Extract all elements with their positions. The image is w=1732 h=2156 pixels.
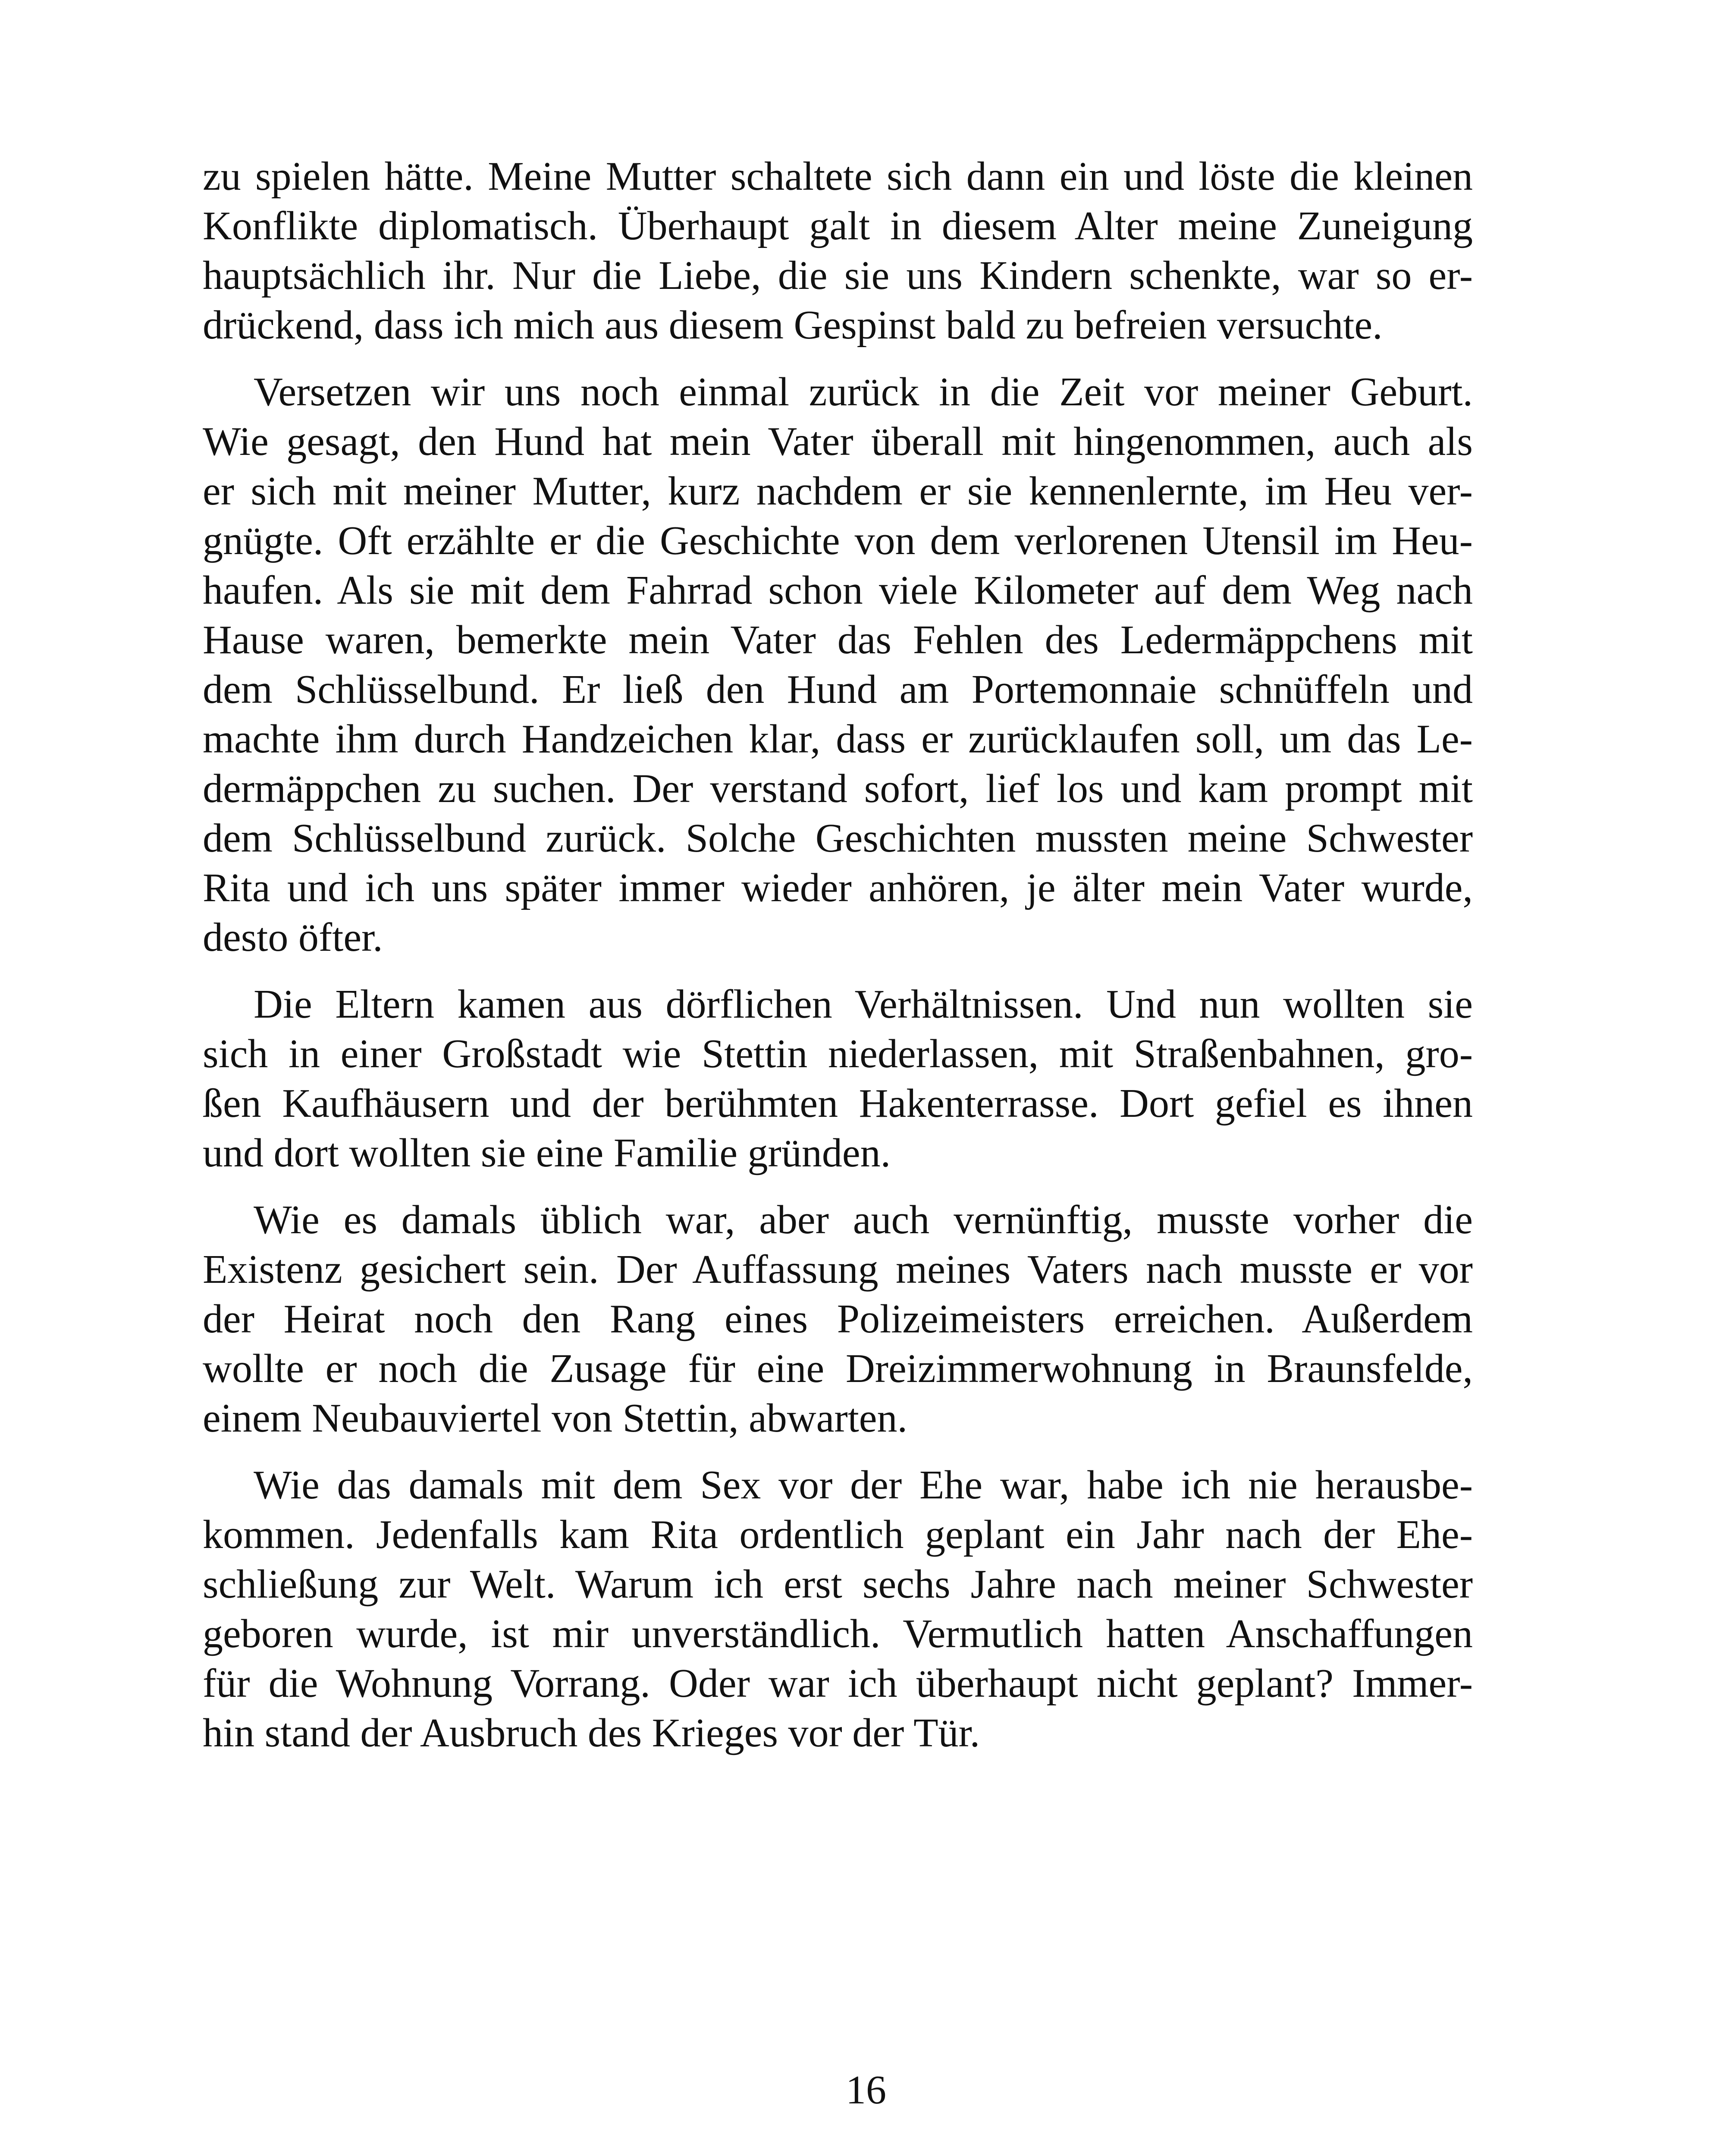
text-line: Hause waren, bemerkte mein Vater das Fehlen des Ledermäppchens mit [203, 617, 1473, 662]
text-line: hauptsächlich ihr. Nur die Liebe, die sie uns Kindern schenkte, war so er- [203, 253, 1473, 298]
text-line: dermäppchen zu suchen. Der verstand sofort, lief los und kam prompt mit [203, 766, 1473, 811]
text-line: geboren wurde, ist mir unverständlich. Vermutlich hatten Anschaffungen [203, 1611, 1473, 1656]
text-line: und dort wollten sie eine Familie gründen. [203, 1131, 891, 1175]
text-line: machte ihm durch Handzeichen klar, dass er zurücklaufen soll, um das Le- [203, 717, 1473, 761]
text-line: desto öfter. [203, 915, 383, 960]
text-line: der Heirat noch den Rang eines Polizeimeisters erreichen. Außerdem [203, 1297, 1473, 1341]
text-line: Die Eltern kamen aus dörflichen Verhältnissen. Und nun wollten sie [254, 982, 1473, 1027]
text-line: sich in einer Großstadt wie Stettin niederlassen, mit Straßenbahnen, gro- [203, 1031, 1473, 1076]
paragraph [203, 367, 1473, 962]
text-line: für die Wohnung Vorrang. Oder war ich überhaupt nicht geplant? Immer- [203, 1661, 1473, 1706]
text-line: Rita und ich uns später immer wieder anhören, je älter mein Vater wurde, [203, 865, 1473, 910]
text-line: haufen. Als sie mit dem Fahrrad schon viele Kilometer auf dem Weg nach [203, 568, 1473, 613]
text-line: drückend, dass ich mich aus diesem Gespinst bald zu befreien versuchte. [203, 303, 1383, 348]
text-line: Existenz gesichert sein. Der Auffassung meines Vaters nach musste er vor [203, 1247, 1473, 1292]
text-line: dem Schlüsselbund. Er ließ den Hund am Portemonnaie schnüffeln und [203, 667, 1473, 712]
text-line: Wie es damals üblich war, aber auch vernünftig, musste vorher die [254, 1197, 1473, 1242]
text-line: gnügte. Oft erzählte er die Geschichte von dem verlorenen Utensil im Heu- [203, 518, 1473, 563]
text-line: Konflikte diplomatisch. Überhaupt galt in diesem Alter meine Zuneigung [203, 204, 1473, 248]
page-number: 16 [846, 2068, 886, 2112]
text-line: hin stand der Ausbruch des Krieges vor der Tür. [203, 1711, 980, 1755]
text-line: schließung zur Welt. Warum ich erst sechs Jahre nach meiner Schwester [203, 1562, 1473, 1607]
text-line: dem Schlüsselbund zurück. Solche Geschichten mussten meine Schwester [203, 816, 1473, 861]
text-line: Wie das damals mit dem Sex vor der Ehe war, habe ich nie herausbe- [254, 1463, 1473, 1507]
text-line: einem Neubauviertel von Stettin, abwarten. [203, 1396, 908, 1441]
text-line: zu spielen hätte. Meine Mutter schaltete sich dann ein und löste die kleinen [203, 154, 1473, 199]
paragraph [203, 152, 1473, 350]
text-line: Wie gesagt, den Hund hat mein Vater überall mit hingenommen, auch als [203, 419, 1473, 464]
text-line: wollte er noch die Zusage für eine Dreizimmerwohnung in Braunsfelde, [203, 1346, 1473, 1391]
paragraph [203, 1460, 1473, 1758]
paragraph [203, 980, 1473, 1178]
text-line: Versetzen wir uns noch einmal zurück in die Zeit vor meiner Geburt. [254, 370, 1473, 414]
paragraph [203, 1195, 1473, 1443]
text-line: ßen Kaufhäusern und der berühmten Hakenterrasse. Dort gefiel es ihnen [203, 1081, 1473, 1126]
text-line: kommen. Jedenfalls kam Rita ordentlich geplant ein Jahr nach der Ehe- [203, 1512, 1473, 1557]
text-line: er sich mit meiner Mutter, kurz nachdem er sie kennenlernte, im Heu ver- [203, 469, 1473, 514]
body-text [203, 152, 1473, 1775]
